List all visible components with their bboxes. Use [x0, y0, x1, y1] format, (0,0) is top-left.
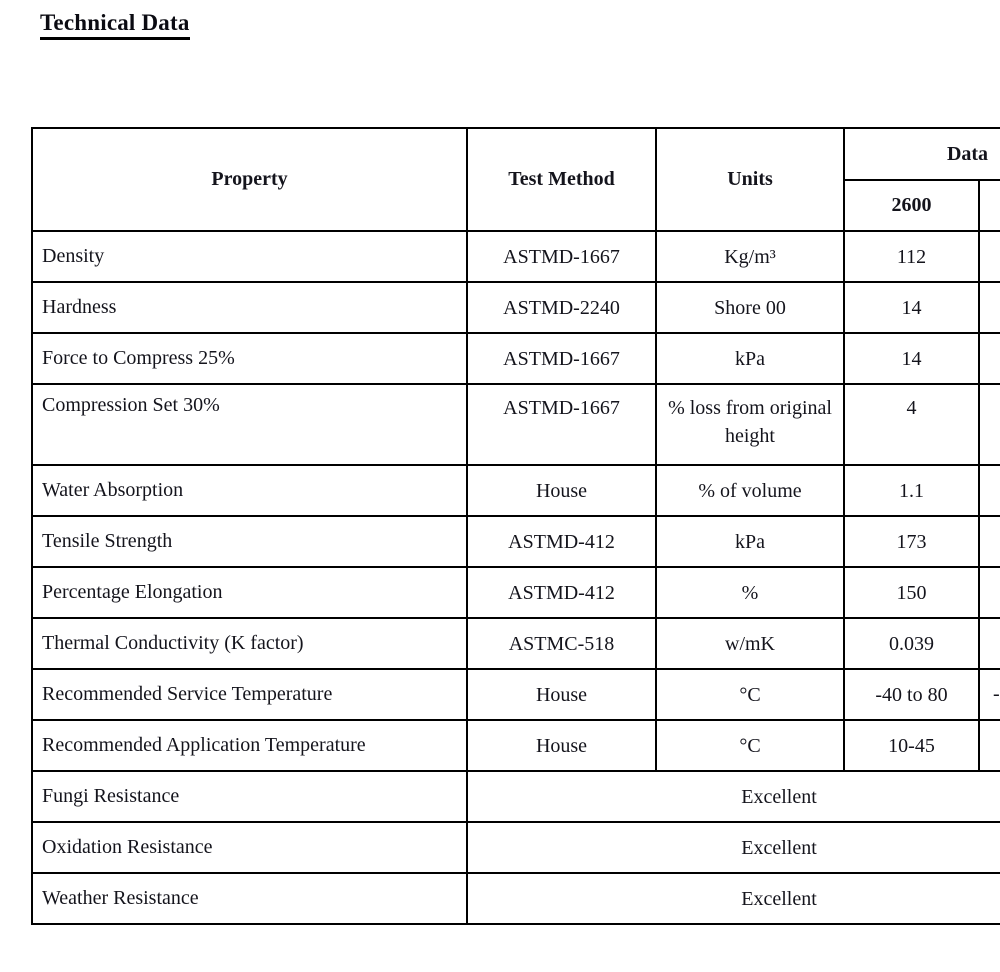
table-row-weather-resistance [32, 873, 1000, 924]
table-row-fungi-resistance [32, 771, 1000, 822]
data-cell-cutoff [979, 618, 1000, 669]
property-cell: Oxidation Resistance [32, 822, 467, 873]
technical-data-table [31, 127, 1000, 925]
units-cell: Kg/m³ [656, 231, 844, 282]
units-cell: % [656, 567, 844, 618]
test-method-cell: House [467, 720, 656, 771]
property-cell: Fungi Resistance [32, 771, 467, 822]
test-method-cell: ASTMD-412 [467, 567, 656, 618]
property-cell: Weather Resistance [32, 873, 467, 924]
data-cell-cutoff [979, 465, 1000, 516]
units-cell: °C [656, 720, 844, 771]
test-method-cell: ASTMD-1667 [467, 333, 656, 384]
merged-value-cell: Excellent [467, 771, 1000, 822]
header-row-top [32, 128, 1000, 180]
units-cell: °C [656, 669, 844, 720]
data-cell-2600: 10-45 [844, 720, 979, 771]
test-method-cell: ASTMD-412 [467, 516, 656, 567]
table-row-water-absorption [32, 465, 1000, 516]
data-cell-cutoff [979, 720, 1000, 771]
property-cell: Compression Set 30% [32, 384, 467, 465]
data-cell-cutoff [979, 231, 1000, 282]
page-title: Technical Data [40, 10, 190, 40]
table-row-compression-set [32, 384, 1000, 465]
test-method-cell: House [467, 669, 656, 720]
data-cell-2600: 112 [844, 231, 979, 282]
units-cell: % of volume [656, 465, 844, 516]
column-header-2600: 2600 [844, 180, 979, 231]
data-cell-2600: 1.1 [844, 465, 979, 516]
data-cell-2600: -40 to 80 [844, 669, 979, 720]
test-method-cell: ASTMD-1667 [467, 384, 656, 465]
table-row-application-temperature [32, 720, 1000, 771]
column-header-data-group: Data [844, 128, 1000, 180]
table-row-force-to-compress [32, 333, 1000, 384]
test-method-cell: ASTMD-2240 [467, 282, 656, 333]
data-cell-cutoff: - [979, 669, 1000, 720]
units-cell: Shore 00 [656, 282, 844, 333]
data-cell-2600: 150 [844, 567, 979, 618]
data-cell-2600: 173 [844, 516, 979, 567]
merged-value-cell: Excellent [467, 873, 1000, 924]
property-cell: Tensile Strength [32, 516, 467, 567]
column-header-cutoff [979, 180, 1000, 231]
data-cell-cutoff [979, 567, 1000, 618]
merged-value-cell: Excellent [467, 822, 1000, 873]
property-cell: Thermal Conductivity (K factor) [32, 618, 467, 669]
table-row-hardness [32, 282, 1000, 333]
data-cell-cutoff [979, 384, 1000, 465]
table-row-service-temperature [32, 669, 1000, 720]
test-method-cell: House [467, 465, 656, 516]
column-header-units: Units [656, 128, 844, 231]
column-header-test-method: Test Method [467, 128, 656, 231]
units-cell: w/mK [656, 618, 844, 669]
data-cell-2600: 14 [844, 282, 979, 333]
property-cell: Recommended Service Temperature [32, 669, 467, 720]
property-cell: Percentage Elongation [32, 567, 467, 618]
data-cell-cutoff [979, 282, 1000, 333]
units-cell: kPa [656, 516, 844, 567]
table-row-percentage-elongation [32, 567, 1000, 618]
data-cell-2600: 0.039 [844, 618, 979, 669]
data-cell-cutoff [979, 333, 1000, 384]
units-cell: kPa [656, 333, 844, 384]
property-cell: Density [32, 231, 467, 282]
property-cell: Force to Compress 25% [32, 333, 467, 384]
test-method-cell: ASTMD-1667 [467, 231, 656, 282]
data-cell-2600: 4 [844, 384, 979, 465]
data-cell-2600: 14 [844, 333, 979, 384]
table-row-density [32, 231, 1000, 282]
property-cell: Water Absorption [32, 465, 467, 516]
test-method-cell: ASTMC-518 [467, 618, 656, 669]
table-row-oxidation-resistance [32, 822, 1000, 873]
table-row-tensile-strength [32, 516, 1000, 567]
table-row-thermal-conductivity [32, 618, 1000, 669]
data-cell-cutoff [979, 516, 1000, 567]
column-header-property: Property [32, 128, 467, 231]
units-cell: % loss from original height [656, 384, 844, 465]
property-cell: Recommended Application Temperature [32, 720, 467, 771]
property-cell: Hardness [32, 282, 467, 333]
